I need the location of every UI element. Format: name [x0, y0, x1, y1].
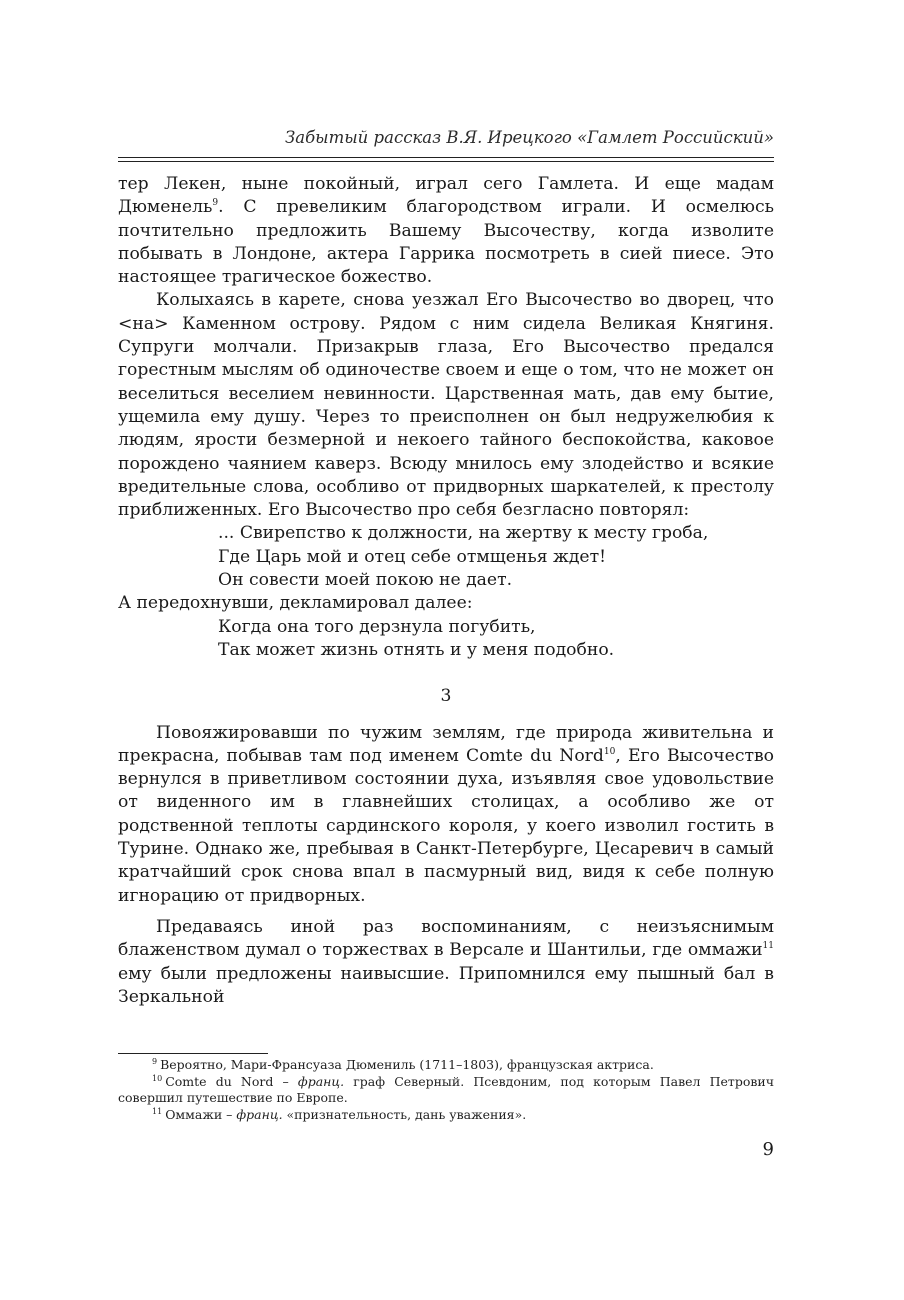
footnote-ref-11[interactable]: 11 [762, 941, 774, 952]
paragraph-4: Предаваясь иной раз воспоминаниям, с неизъяснимым блаженством думал о торжествах в Версале и Шантильи, где оммажи$^{11}$ ему были предложены наивысшие. Припомнился ему пышный бал в Зеркальной [118, 916, 774, 1007]
footnote-10: $^{10}$ Comte du Nord – франц. граф Северный. Псевдоним, под которым Павел Петрович совершил путешествие по Европе. [118, 1073, 774, 1105]
paragraph-2: Колыхаясь в карете, снова уезжал Его Высочество во дворец, что <на> Каменном острову. Рядом с ним сидела Великая Княгиня. Супруги молчали. Призакрыв глаза, Его Высочество предался горестным мыслям об одиночестве своем и еще о том, что не может он веселиться веселием невинности. Царственная мать, дав ему бытие, ущемила ему душу. Через то преисполнен он был недружелюбия к людям, ярости безмерной и некоего тайного беспокойства, каковое порождено чаянием каверз. Всюду мнилось ему злодейство и всякие вредительные слова, особливо от придворных шаркателей, к престолу приближенных. Его Высочество про себя безгласно повторял: [118, 290, 774, 521]
page-number: 9 [762, 1139, 774, 1160]
header-rule-thick [118, 157, 774, 158]
paragraph-3: Повояжировавши по чужим землям, где природа живительна и прекрасна, побывав там под именем Comte du Nord$^{10}$, Его Высочество вернулся в приветливом состоянии духа, изъявляя свое удовольствие от виденного им в главнейших столицах, а особливо же от родственной теплоты сардинского короля, у коего изволил гостить в Турине. Однако же, пребывая в Санкт-Петербурге, Цесаревич в самый кратчайший срок снова впал в пасмурный вид, видя к себе полную игнорацию от придворных. [118, 722, 774, 906]
verse-line: Так может жизнь отнять и у меня подобно. [218, 639, 615, 660]
footnote-ref-9[interactable]: 9 [212, 198, 219, 209]
verse-line: Когда она того дерзнула погубить, [218, 616, 536, 637]
footnote-ref-10[interactable]: 10 [603, 746, 616, 757]
footnote-11: $^{11}$ Оммажи – франц. «признательность, дань уважения». [152, 1106, 527, 1122]
paragraph-1: тер Лекен, ныне покойный, играл сего Гамлета. И еще мадам Дюменель$^9$. С превеликим благородством играли. И осмелюсь почтительно предложить Вашему Высочеству, когда изволите побывать в Лондоне, актера Гаррика посмотреть в сией пиесе. Это настоящее трагическое божество. [118, 174, 774, 288]
verse-line: Где Царь мой и отец себе отмщенья ждет! [218, 546, 607, 567]
verse-line: Он совести моей покою не дает. [218, 570, 513, 591]
footnote-9: $^9$ Вероятно, Мари-Франсуаза Дюмениль (1711–1803), французская актриса. [152, 1057, 654, 1072]
running-header: Забытый рассказ В.Я. Ирецкого «Гамлет Российский» [284, 128, 774, 147]
footnotes [118, 1057, 774, 1123]
main-text [118, 173, 774, 1009]
section-number: 3 [440, 686, 452, 707]
header-rule-thin [118, 161, 774, 162]
verse-line: ... Свирепство к должности, на жертву к месту гроба, [218, 523, 709, 544]
interlude-line: А передохнувши, декламировал далее: [118, 593, 473, 614]
footnote-rule [118, 1053, 268, 1054]
